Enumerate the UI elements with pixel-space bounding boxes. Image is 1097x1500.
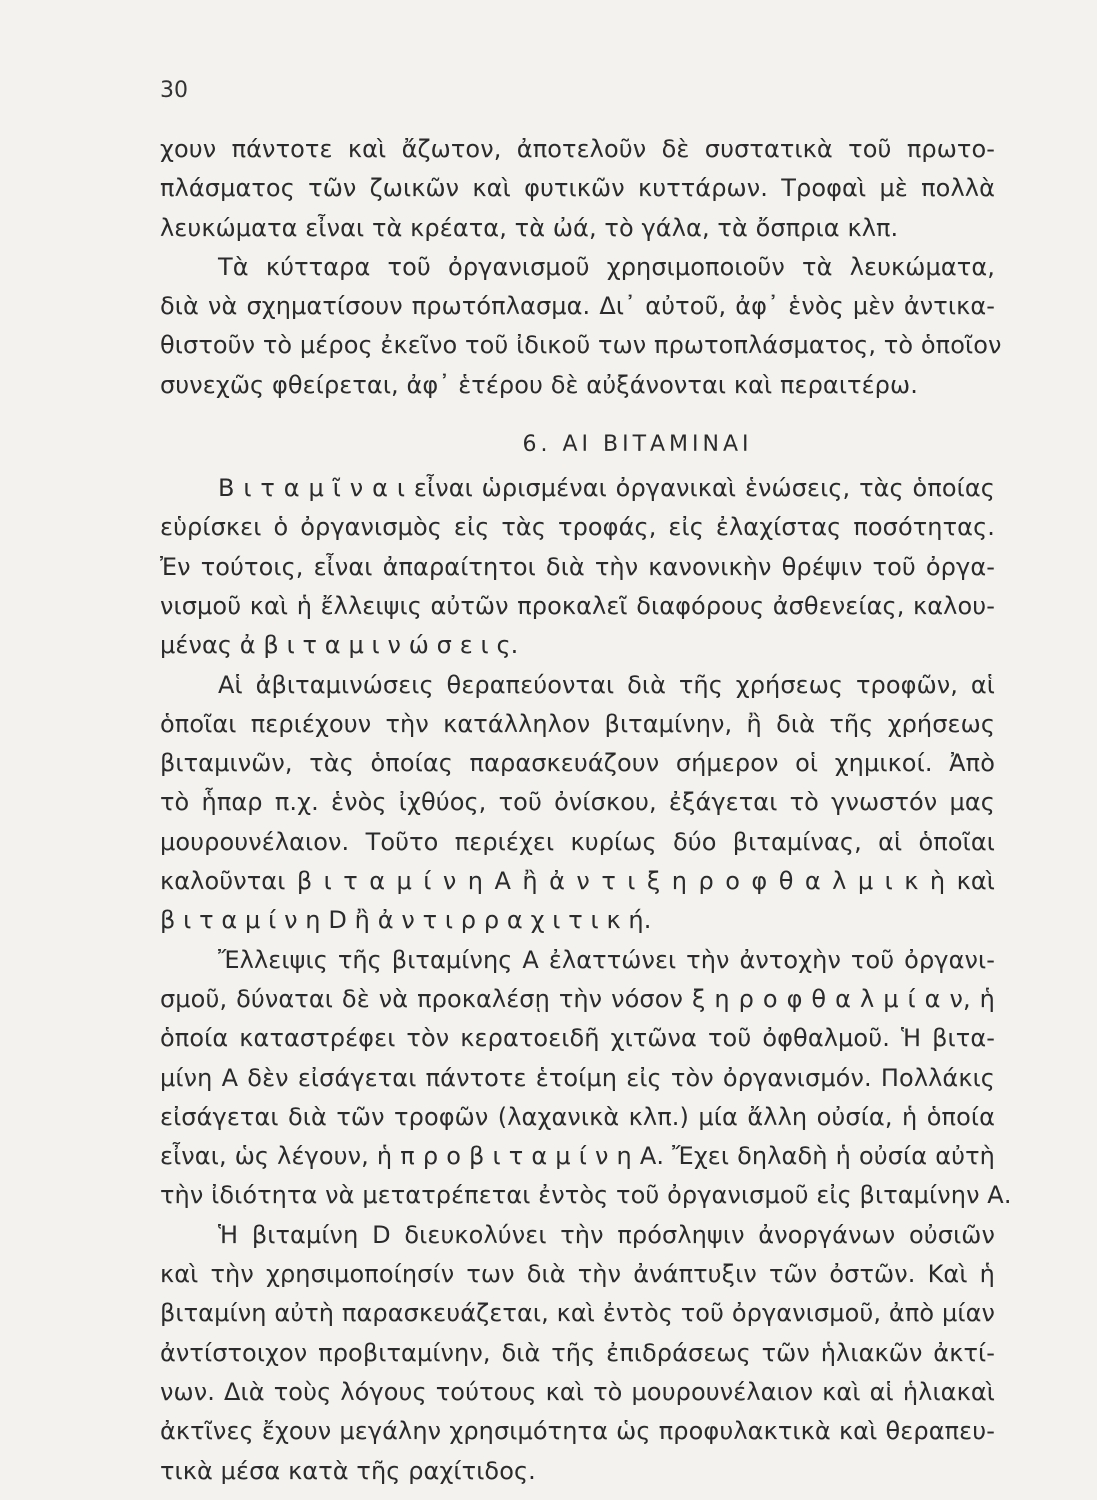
text-line: τὸ ἧπαρ π.χ. ἑνὸς ἰχθύος, τοῦ ὀνίσκου, ἐξάγεται τὸ γνωστόν μας xyxy=(160,788,995,817)
text-line: ἀκτῖνες ἔχουν μεγάλην χρησιμότητα ὡς προφυλακτικὰ καὶ θεραπευ- xyxy=(160,1417,995,1446)
text-line: συνεχῶς φθείρεται, ἀφ᾽ ἑτέρου δὲ αὐξάνονται καὶ περαιτέρω. xyxy=(160,370,918,399)
text-line: εἰσάγεται διὰ τῶν τροφῶν (λαχανικὰ κλπ.) μία ἄλλη οὐσία, ἡ ὁποία xyxy=(160,1102,995,1131)
body-text xyxy=(160,130,1012,1491)
text-line: θιστοῦν τὸ μέρος ἐκεῖνο τοῦ ἰδικοῦ των πρωτοπλάσματος, τὸ ὁποῖον xyxy=(160,331,1002,360)
text-line: ἀντίστοιχον προβιταμίνην, διὰ τῆς ἐπιδράσεως τῶν ἡλιακῶν ἀκτί- xyxy=(160,1338,995,1367)
text-line: Ἔλλειψις τῆς βιταμίνης Α ἐλαττώνει τὴν ἀντοχὴν τοῦ ὀργανι- xyxy=(218,945,995,974)
text-line: καὶ τὴν χρησιμοποίησίν των διὰ τὴν ἀνάπτυξιν τῶν ὀστῶν. Καὶ ἡ xyxy=(160,1260,995,1289)
text-line: Αἱ ἀβιταμινώσεις θεραπεύονται διὰ τῆς χρήσεως τροφῶν, αἱ xyxy=(218,670,995,699)
text-line: λευκώματα εἶναι τὰ κρέατα, τὰ ὠά, τὸ γάλα, τὰ ὄσπρια κλπ. xyxy=(160,213,899,242)
text-line: μουρουνέλαιον. Τοῦτο περιέχει κυρίως δύο βιταμίνας, αἱ ὁποῖαι xyxy=(160,827,995,856)
text-line: εἶναι, ὡς λέγουν, ἡ π ρ ο β ι τ α μ ί ν η Α. Ἔχει δηλαδὴ ἡ οὐσία αὐτὴ xyxy=(160,1142,995,1171)
text-line: ὁποῖαι περιέχουν τὴν κατάλληλον βιταμίνην, ἢ διὰ τῆς χρήσεως xyxy=(160,709,995,738)
text-line: Τὰ κύτταρα τοῦ ὀργανισμοῦ χρησιμοποιοῦν τὰ λευκώματα, xyxy=(218,252,995,281)
text-line: μένας ἀ β ι τ α μ ι ν ώ σ ε ι ς. xyxy=(160,631,519,660)
text-line: εὑρίσκει ὁ ὀργανισμὸς εἰς τὰς τροφάς, εἰς ἐλαχίστας ποσότητας. xyxy=(160,513,995,542)
text-line: σμοῦ, δύναται δὲ νὰ προκαλέσῃ τὴν νόσον ξ η ρ ο φ θ α λ μ ί α ν, ἡ xyxy=(160,984,995,1013)
text-line: πλάσματος τῶν ζωικῶν καὶ φυτικῶν κυττάρων. Τροφαὶ μὲ πολλὰ xyxy=(160,174,995,203)
section-heading: 6. ΑΙ ΒΙΤΑΜΙΝΑΙ xyxy=(522,432,753,458)
text-line: βιταμίνη αὐτὴ παρασκευάζεται, καὶ ἐντὸς τοῦ ὀργανισμοῦ, ἀπὸ μίαν xyxy=(160,1299,995,1328)
text-line: μίνη Α δὲν εἰσάγεται πάντοτε ἑτοίμη εἰς τὸν ὀργανισμόν. Πολλάκις xyxy=(160,1063,995,1092)
text-line: Ἡ βιταμίνη D διευκολύνει τὴν πρόσληψιν ἀνοργάνων οὐσιῶν xyxy=(218,1220,995,1249)
text-line: Ἐν τούτοις, εἶναι ἀπαραίτητοι διὰ τὴν κανονικὴν θρέψιν τοῦ ὀργα- xyxy=(160,552,995,581)
text-line: χουν πάντοτε καὶ ἄζωτον, ἀποτελοῦν δὲ συστατικὰ τοῦ πρωτο- xyxy=(160,135,995,163)
text-line: νισμοῦ καὶ ἡ ἔλλειψις αὐτῶν προκαλεῖ διαφόρους ἀσθενείας, καλου- xyxy=(160,591,995,620)
text-line: ὁποία καταστρέφει τὸν κερατοειδῆ χιτῶνα τοῦ ὀφθαλμοῦ. Ἡ βιτα- xyxy=(160,1024,995,1053)
text-line: καλοῦνται β ι τ α μ ί ν η Α ἢ ἀ ν τ ι ξ η ρ ο φ θ α λ μ ι κ ὴ καὶ xyxy=(160,867,995,896)
text-line: Β ι τ α μ ῖ ν α ι εἶναι ὡρισμέναι ὀργανικαὶ ἑνώσεις, τὰς ὁποίας xyxy=(218,474,995,503)
text-line: β ι τ α μ ί ν η D ἢ ἀ ν τ ι ρ ρ α χ ι τ ι κ ή. xyxy=(160,906,652,935)
text-line: τικὰ μέσα κατὰ τῆς ραχίτιδος. xyxy=(160,1456,536,1485)
text-line: διὰ νὰ σχηματίσουν πρωτόπλασμα. Δι᾽ αὐτοῦ, ἀφ᾽ ἑνὸς μὲν ἀντικα- xyxy=(160,292,995,321)
text-line: νων. Διὰ τοὺς λόγους τούτους καὶ τὸ μουρουνέλαιον καὶ αἱ ἡλιακαὶ xyxy=(160,1377,995,1406)
text-line: βιταμινῶν, τὰς ὁποίας παρασκευάζουν σήμερον οἱ χημικοί. Ἀπὸ xyxy=(160,749,995,778)
text-line: τὴν ἰδιότητα νὰ μετατρέπεται ἐντὸς τοῦ ὀργανισμοῦ εἰς βιταμίνην Α. xyxy=(160,1181,1012,1210)
page-number: 30 xyxy=(160,78,188,103)
